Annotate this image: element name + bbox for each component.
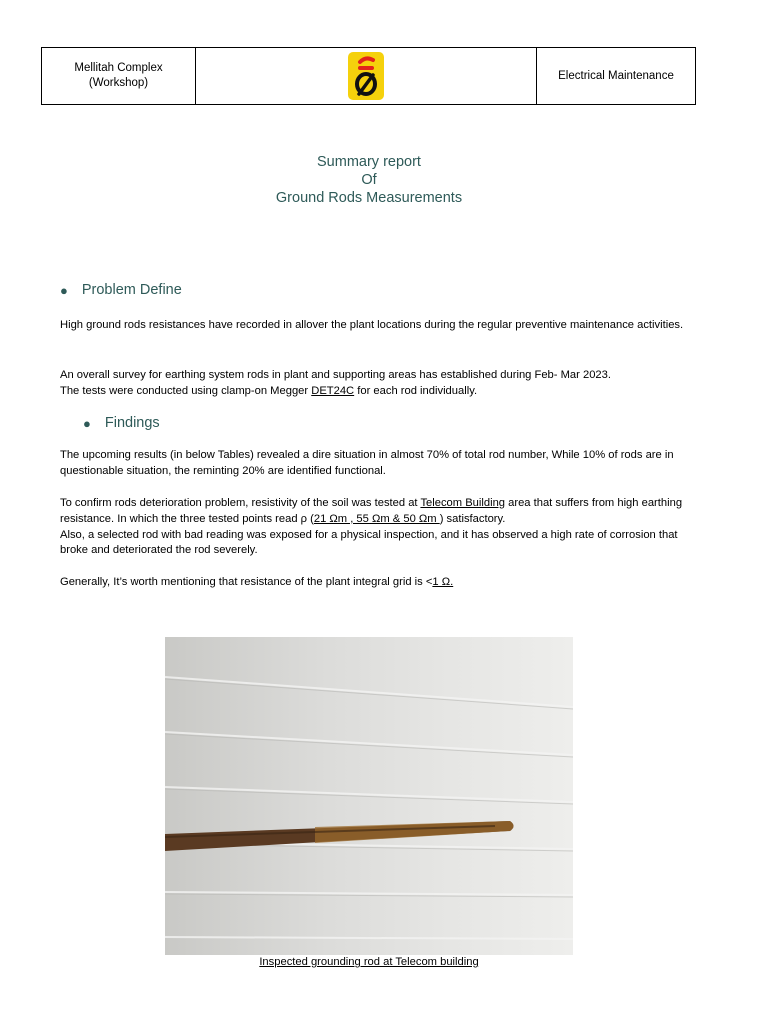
photo-caption: Inspected grounding rod at Telecom building [259,956,479,968]
findings-p2-text: To confirm rods deterioration problem, resistivity of the soil was tested at Telecom Building area that suffers from high earthing resistance. In which the three tested points read ρ (21 Ωm , 55 Ωm & 50 Ωm ) satisfactory. [60,497,683,525]
header-table [41,47,696,105]
header-left-cell [42,48,196,104]
title-line-1: Summary report [317,154,421,170]
mellitah-logo-icon [346,50,386,102]
problem-paragraph-1 [60,318,690,334]
telecom-building-link: Telecom Building [420,497,506,509]
findings-paragraph-2 [60,496,690,559]
report-title [0,153,738,207]
findings-heading-text: Findings [104,415,160,431]
header-workshop: (Workshop) [88,77,149,89]
problem-p1-text: High ground rods resistances have recorded in allover the plant locations during the regular preventive maintenance activities. [60,319,684,331]
bullet-icon: ● [83,415,91,431]
resistivity-values: 21 Ωm , 55 Ωm & 50 Ωm [313,512,440,525]
problem-paragraph-2 [60,368,690,400]
header-right-cell [537,48,695,104]
findings-paragraph-4 [60,575,690,591]
findings-p3-text: Also, a selected rod with bad reading was exposed for a physical inspection, and it has observed a high rate of corrosion that broke and deteriorated the rod severely. [60,528,678,557]
bullet-icon: ● [60,282,68,298]
rod-photo-illustration [165,637,573,955]
grid-resistance-value: 1 Ω. [432,576,454,588]
megger-model: DET24C [311,384,355,397]
title-line-2: Of [361,172,377,188]
findings-p1-text: The upcoming results (in below Tables) revealed a dire situation in almost 70% of total rod number, While 10% of rods are in questionable situation, the reminting 20% are identified functional. [60,449,674,477]
problem-heading-text: Problem Define [81,282,182,298]
header-logo-cell [196,48,537,104]
findings-heading [83,415,160,431]
problem-heading [60,282,182,298]
title-line-3: Ground Rods Measurements [275,190,463,206]
findings-p4-text: Generally, It’s worth mentioning that resistance of the plant integral grid is <1 Ω. [60,576,454,588]
problem-p2-line2: The tests were conducted using clamp-on Megger DET24C for each rod individually. [60,384,478,397]
findings-paragraph-1 [60,448,690,480]
header-department: Electrical Maintenance [558,69,674,82]
grounding-rod-photo [165,637,573,955]
problem-p2-line1: An overall survey for earthing system rods in plant and supporting areas has established during Feb- Mar 2023. [60,369,611,381]
header-company: Mellitah Complex [74,62,163,74]
